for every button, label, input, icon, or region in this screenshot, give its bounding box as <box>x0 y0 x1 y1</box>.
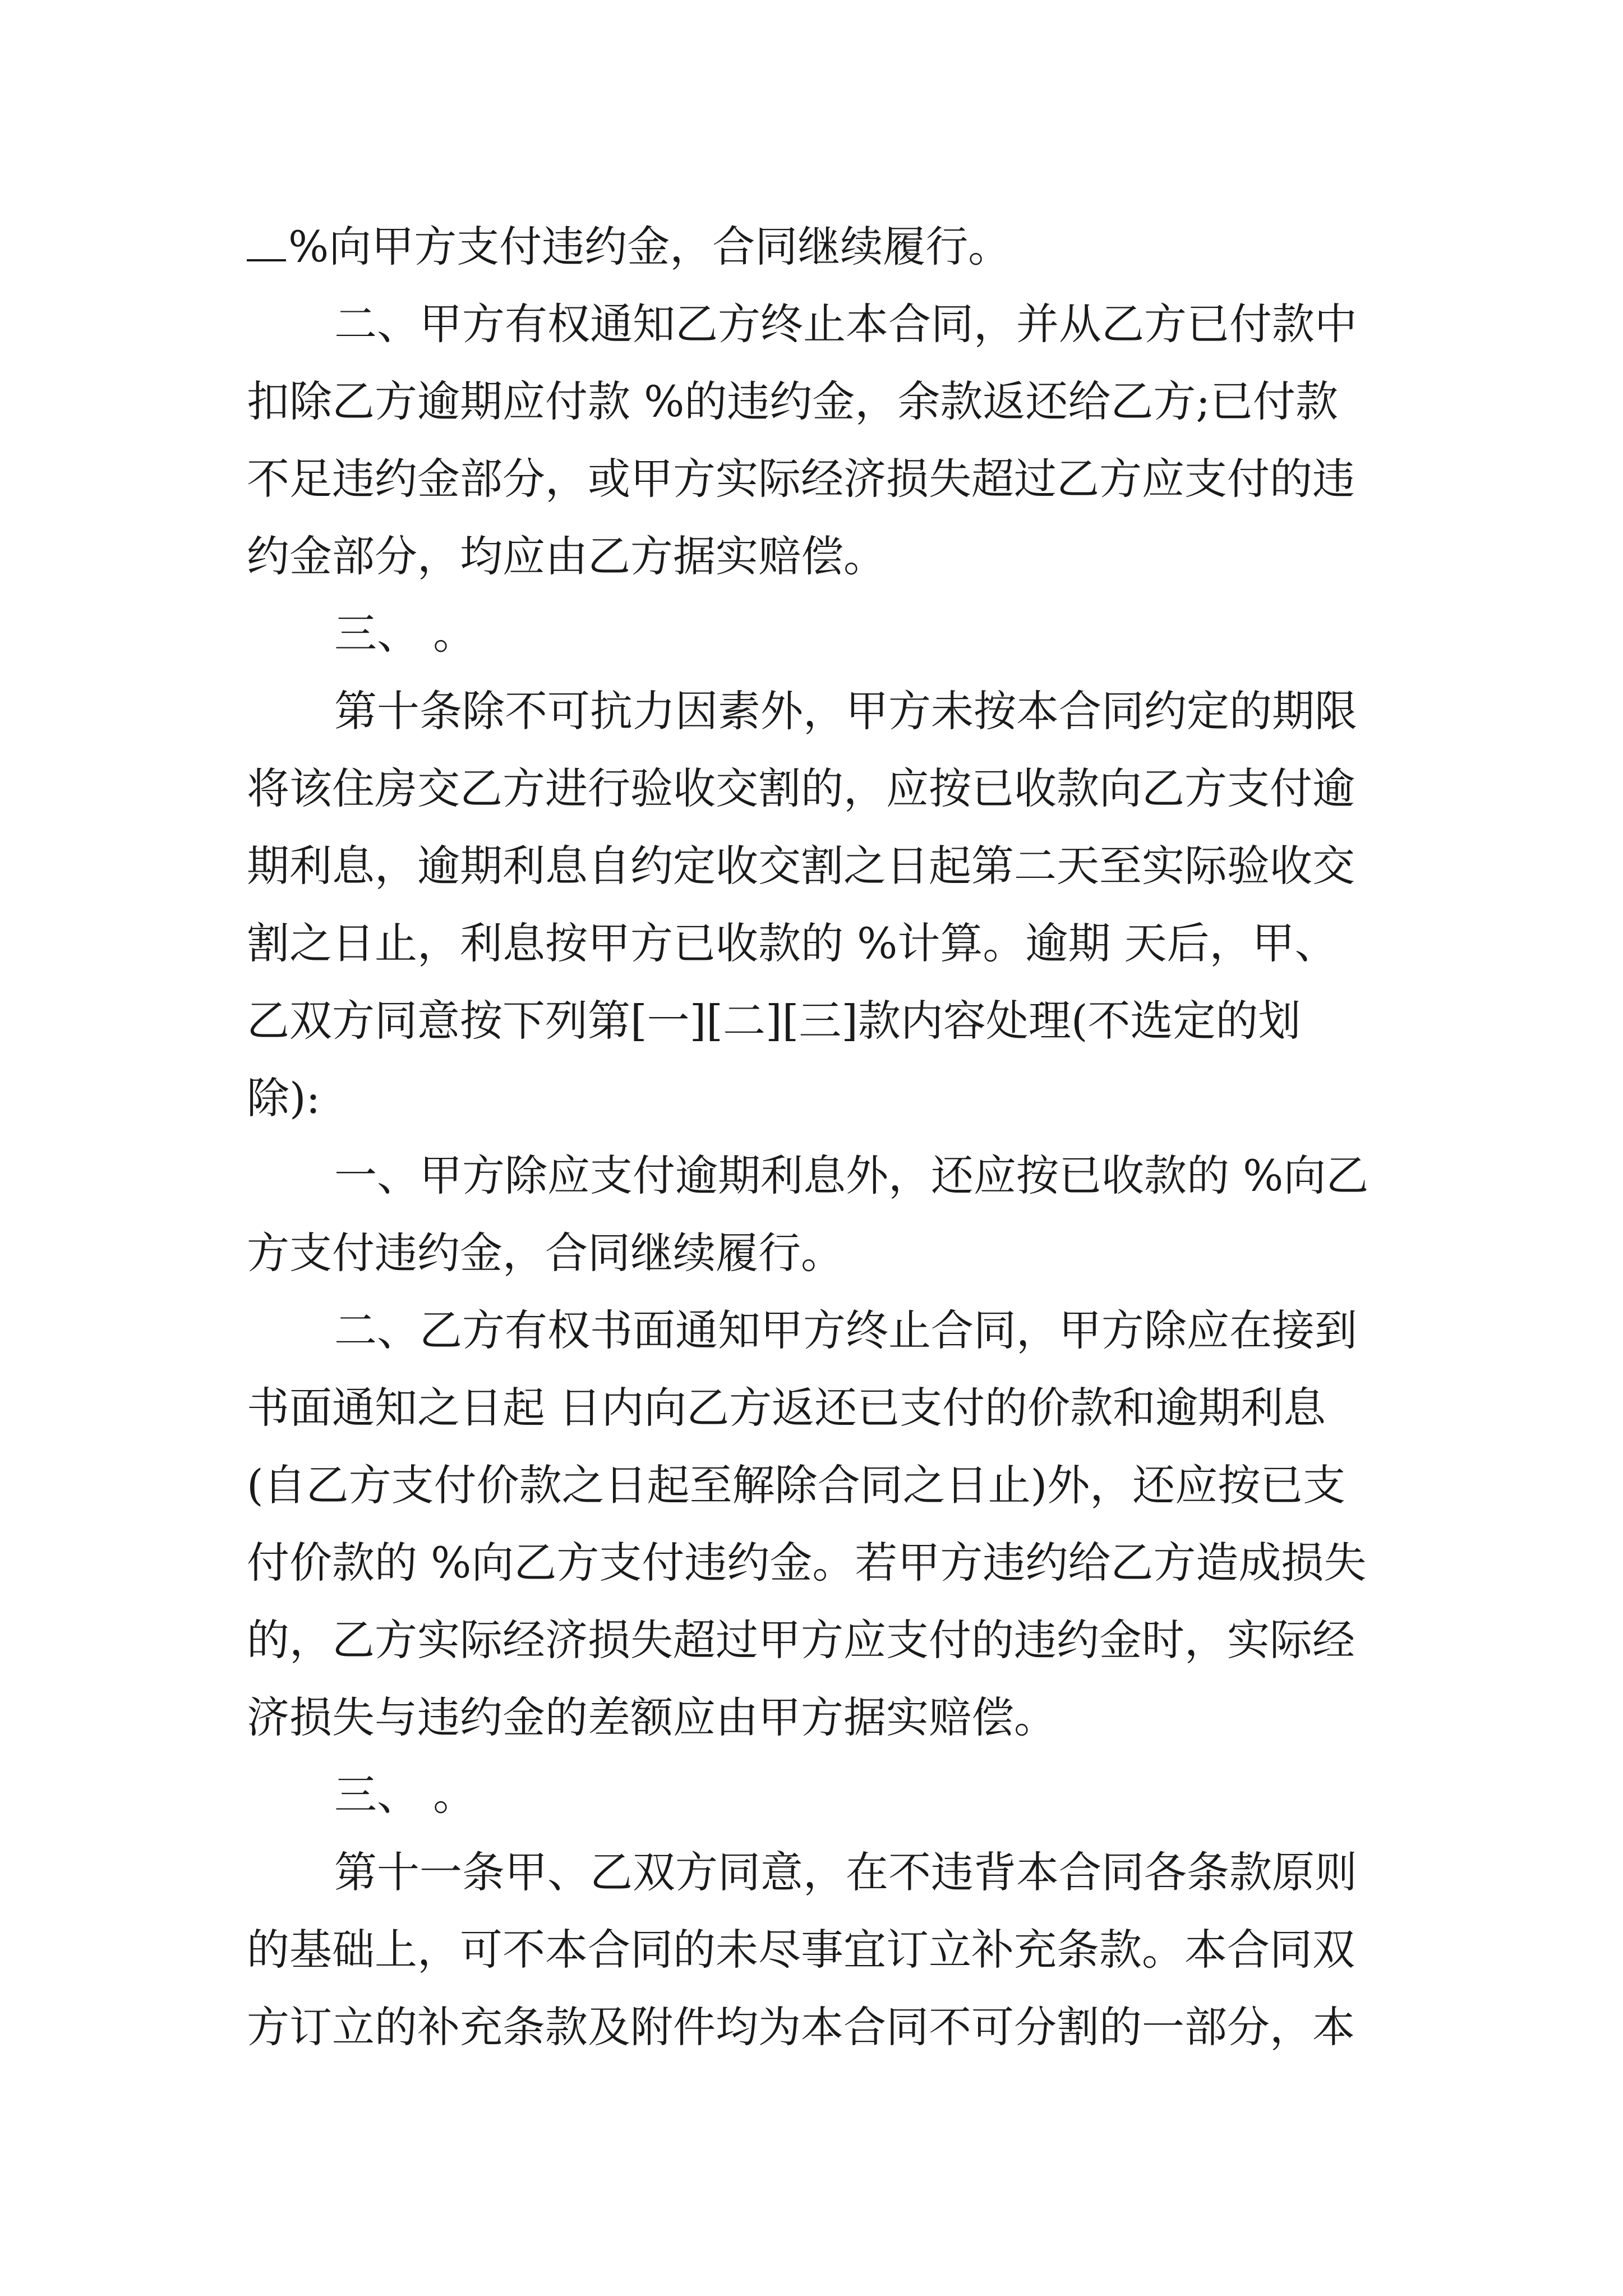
text-line: (自乙方支付价款之日起至解除合同之日止)外，还应按已支 <box>247 1460 1346 1510</box>
text-line: 期利息，逾期利息自约定收交割之日起第二天至实际验收交 <box>247 841 1355 891</box>
text-line: 二、甲方有权通知乙方终止本合同，并从乙方已付款中 <box>334 299 1357 349</box>
fill-in-blank <box>247 226 286 261</box>
text-line: 除): <box>247 1073 321 1123</box>
text-line: 的基础上，可不本合同的未尽事宜订立补充条款。本合同双 <box>247 1925 1355 1975</box>
text-line: 方支付违约金，合同继续履行。 <box>247 1228 843 1278</box>
text-line: 不足违约金部分，或甲方实际经济损失超过乙方应支付的违 <box>247 454 1355 504</box>
text-line: 付价款的 %向乙方支付违约金。若甲方违约给乙方造成损失 <box>247 1538 1367 1588</box>
text-line: %向甲方支付违约金，合同继续履行。 <box>247 208 1011 286</box>
text-line: 第十条除不可抗力因素外，甲方未按本合同约定的期限 <box>334 686 1357 736</box>
text-line: 扣除乙方逾期应付款 %的违约金，余款返还给乙方;已付款 <box>247 376 1338 426</box>
text-line: 三、 。 <box>334 609 476 659</box>
text-line: 割之日止，利息按甲方已收款的 %计算。逾期 天后，甲、 <box>247 918 1338 968</box>
text-line: 济损失与违约金的差额应由甲方据实赔偿。 <box>247 1692 1057 1742</box>
text-line: 将该住房交乙方进行验收交割的，应按已收款向乙方支付逾 <box>247 763 1355 813</box>
text-line: 的，乙方实际经济损失超过甲方应支付的违约金时，实际经 <box>247 1615 1355 1665</box>
text-line: 方订立的补充条款及附件均为本合同不可分割的一部分，本 <box>247 2002 1355 2052</box>
text-line: 乙双方同意按下列第[一][二][三]款内容处理(不选定的划 <box>247 996 1301 1046</box>
text-line: 约金部分，均应由乙方据实赔偿。 <box>247 531 886 581</box>
text-line: 三、 。 <box>334 1770 476 1820</box>
text-line: 二、乙方有权书面通知甲方终止合同，甲方除应在接到 <box>334 1305 1357 1355</box>
text-line: 一、甲方除应支付逾期利息外，还应按已收款的 %向乙 <box>334 1151 1369 1200</box>
text-line: 第十一条甲、乙双方同意，在不违背本合同各条款原则 <box>334 1847 1357 1897</box>
text-line: 书面通知之日起 日内向乙方返还已支付的价款和逾期利息 <box>247 1383 1326 1433</box>
